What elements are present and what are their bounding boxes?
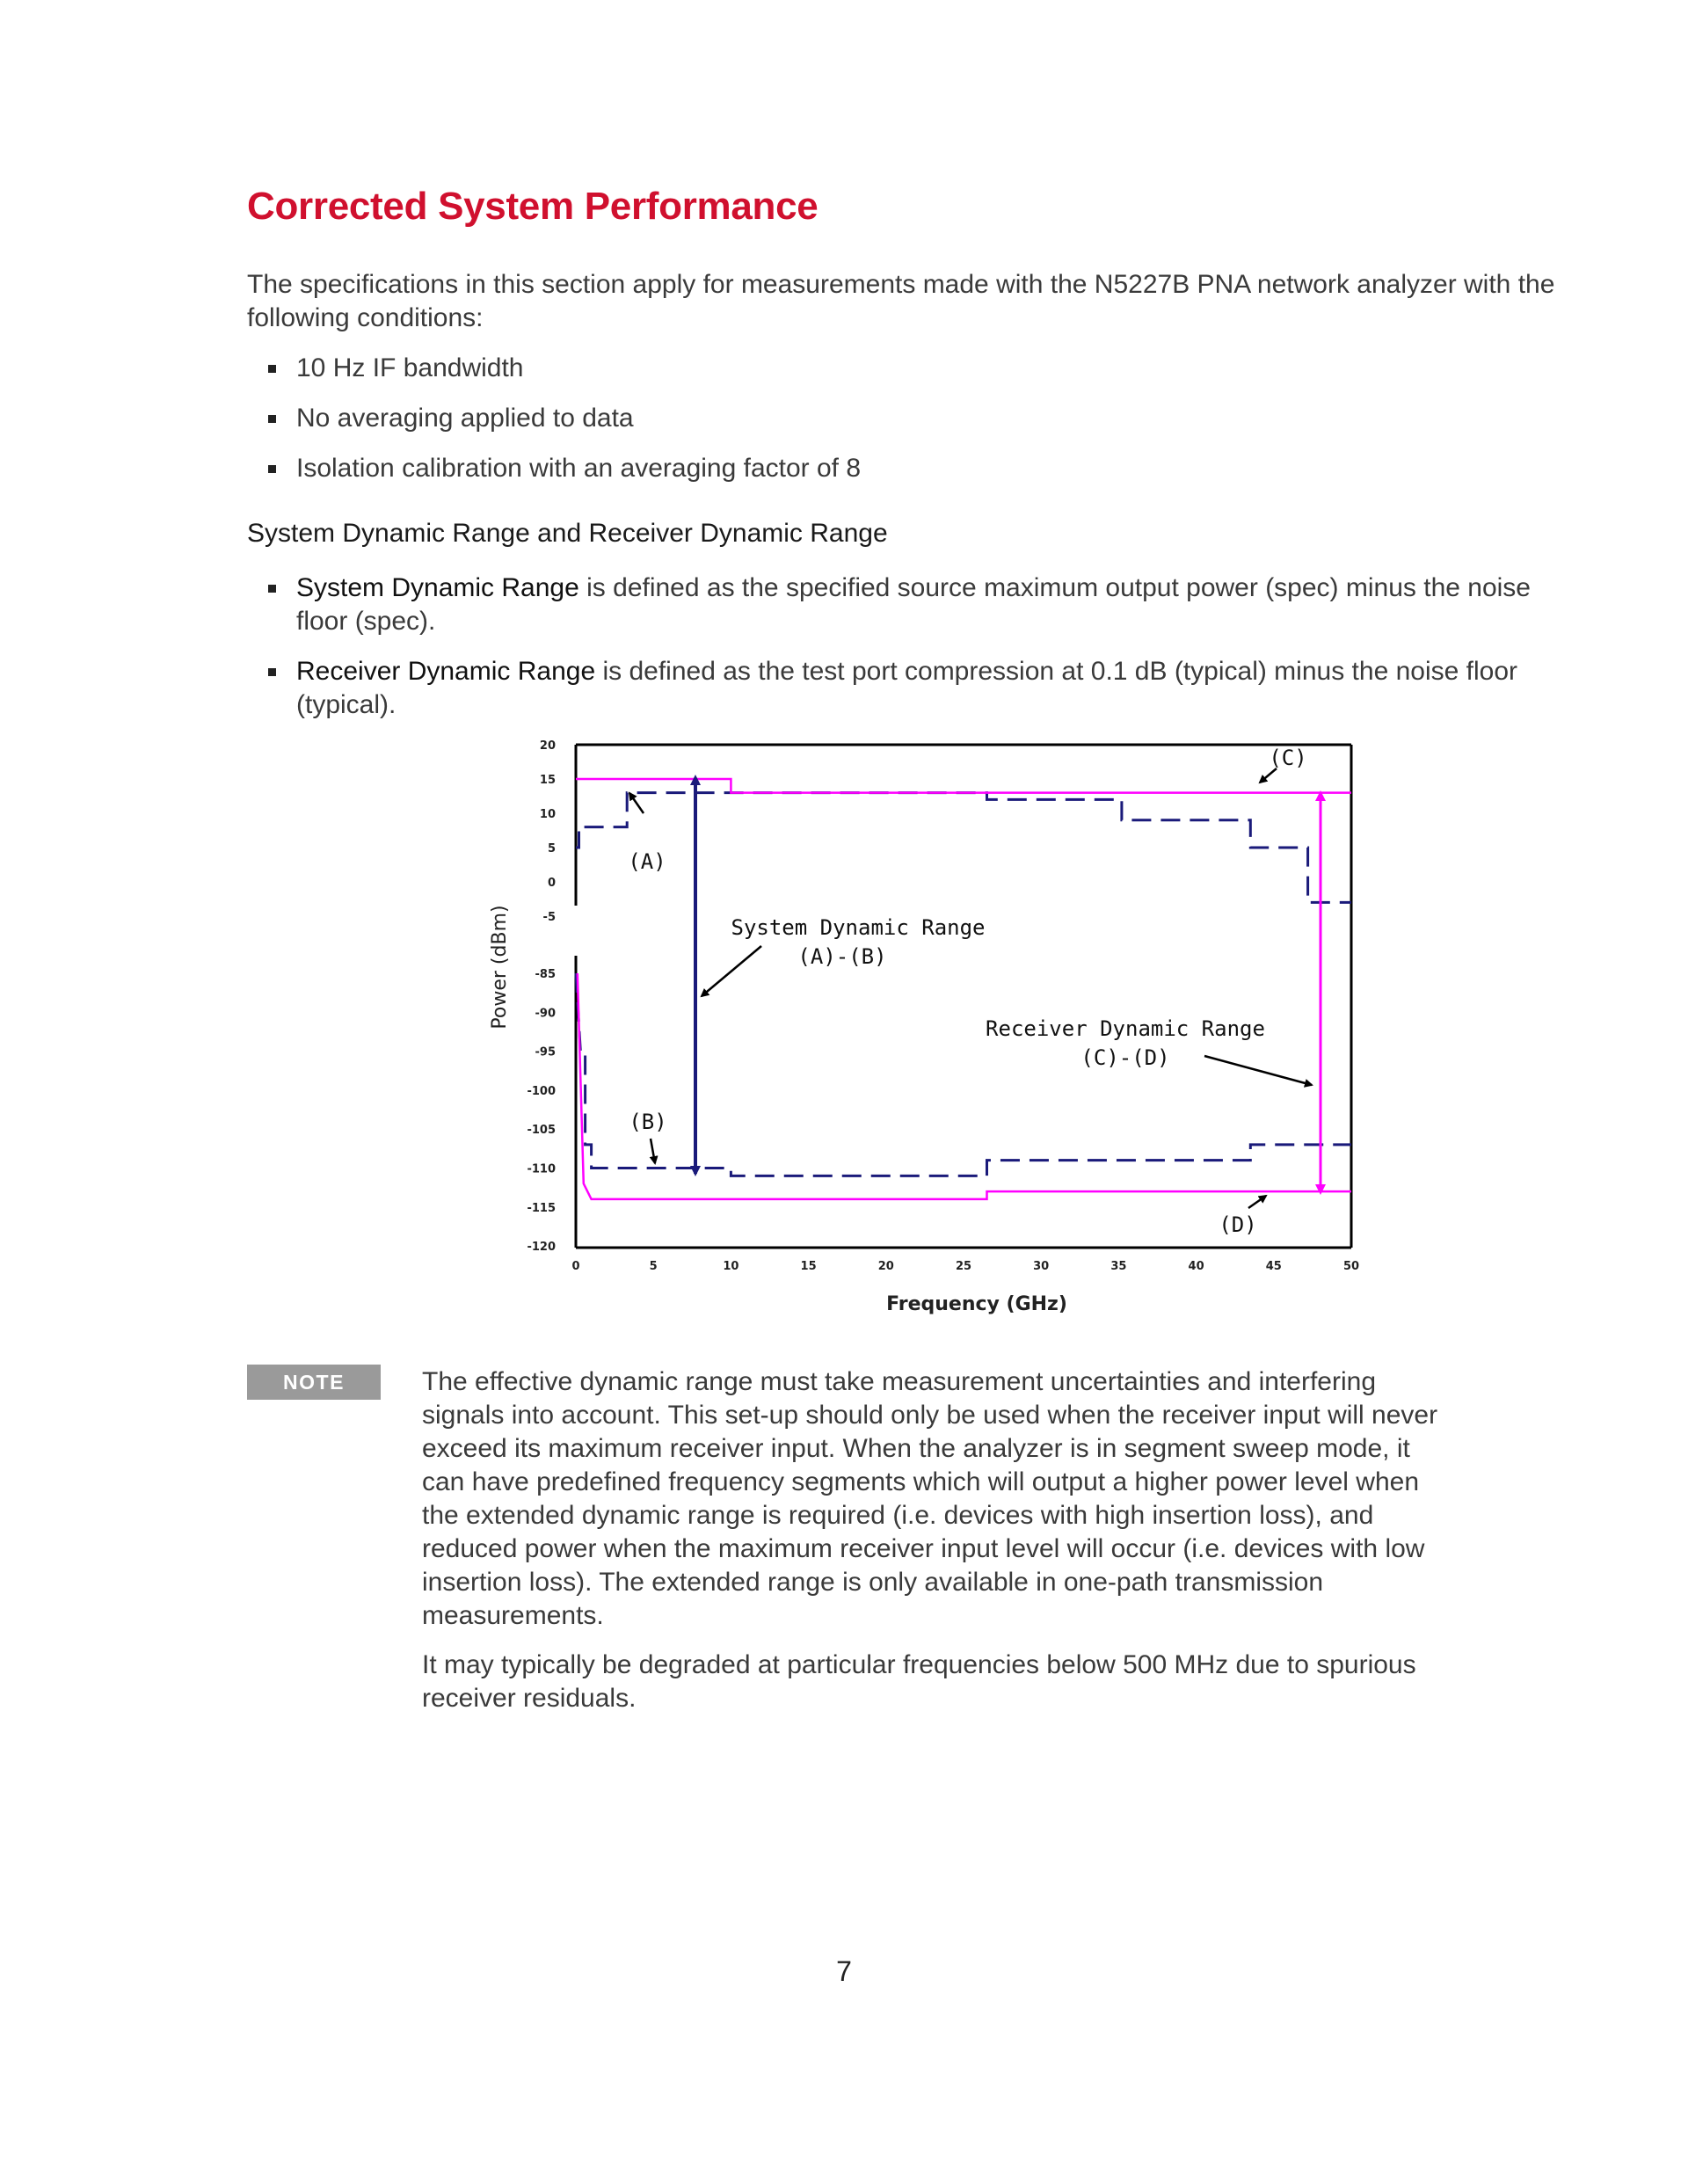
x-tick-label: 40 xyxy=(1188,1260,1204,1273)
x-tick-label: 30 xyxy=(1033,1260,1050,1273)
series-line-d xyxy=(578,973,1351,1199)
x-tick-label: 10 xyxy=(723,1260,739,1273)
condition-text: 10 Hz IF bandwidth xyxy=(296,353,524,382)
definition-term: Receiver Dynamic Range xyxy=(296,657,596,686)
system-range-formula: (A)-(B) xyxy=(797,944,887,969)
series-line-b xyxy=(576,973,1351,1176)
dynamic-range-chart xyxy=(475,730,1372,1328)
y-tick-label: -120 xyxy=(527,1241,556,1255)
annotation-d-label: (D) xyxy=(1219,1212,1257,1237)
y-tick-label: -90 xyxy=(535,1007,556,1021)
list-item xyxy=(247,352,1583,385)
bullet-square-icon xyxy=(268,668,276,676)
y-tick-label: -110 xyxy=(527,1162,556,1176)
y-tick-label: -100 xyxy=(527,1084,556,1098)
y-tick-labels xyxy=(527,739,556,1254)
page-title: Corrected System Performance xyxy=(247,185,819,228)
y-tick-label: -115 xyxy=(527,1201,556,1215)
definition-text: is defined as the specified source maximum output power (spec) minus the noise floor (spec). xyxy=(296,573,1531,636)
x-tick-label: 20 xyxy=(877,1260,894,1273)
page-number: 7 xyxy=(836,1955,852,1987)
y-tick-label: -5 xyxy=(542,911,556,924)
condition-text: Isolation calibration with an averaging factor of 8 xyxy=(296,454,862,483)
note-paragraph: The effective dynamic range must take measurement uncertainties and interfering signals into account. This set-up should only be used when the receiver input will never exceed its maximum receiver input. When the analyzer is in segment sweep mode, it can have predefined frequency segments which will output a higher power level when the extended dynamic range is required (i.e. devices with high insertion loss), and reduced power when the maximum receiver input level will occur (i.e. devices with low insertion loss). The extended range is only available in one-path transmission measurements. xyxy=(422,1367,1438,1630)
y-axis-label: Power (dBm) xyxy=(489,905,511,1030)
system-range-pointer xyxy=(702,946,761,996)
series-line-a xyxy=(576,793,1351,903)
annotation-a-pointer xyxy=(629,793,644,813)
bullet-square-icon xyxy=(268,415,276,423)
x-axis-label: Frequency (GHz) xyxy=(886,1293,1067,1315)
x-tick-labels xyxy=(571,1260,1359,1273)
annotation-a-label: (A) xyxy=(628,849,666,874)
list-item xyxy=(247,452,1583,485)
bullet-square-icon xyxy=(268,465,276,473)
x-tick-label: 50 xyxy=(1342,1260,1360,1273)
system-range-title: System Dynamic Range xyxy=(731,915,986,940)
y-tick-label: 5 xyxy=(547,842,556,855)
receiver-range-formula: (C)-(D) xyxy=(1080,1045,1170,1070)
x-tick-label: 5 xyxy=(649,1260,658,1273)
y-tick-label: -95 xyxy=(535,1045,556,1059)
note-paragraph: It may typically be degraded at particular frequencies below 500 MHz due to spurious receiver residuals. xyxy=(422,1650,1416,1713)
list-item xyxy=(247,655,1583,722)
y-tick-label: 0 xyxy=(547,877,556,890)
definition-text: is defined as the test port compression at 0.1 dB (typical) minus the noise floor (typical). xyxy=(296,657,1517,719)
y-tick-label: -85 xyxy=(535,968,556,981)
y-tick-label: 15 xyxy=(539,774,556,787)
y-tick-label: 20 xyxy=(539,739,556,753)
y-tick-label: 10 xyxy=(539,808,556,821)
series-line-c xyxy=(576,779,1351,793)
definitions-list xyxy=(247,571,1583,739)
receiver-range-pointer xyxy=(1204,1056,1312,1085)
x-tick-label: 45 xyxy=(1265,1260,1282,1273)
annotation-b-label: (B) xyxy=(629,1110,667,1134)
definition-term: System Dynamic Range xyxy=(296,573,579,602)
annotation-c-label: (C) xyxy=(1269,746,1307,770)
note-badge: NOTE xyxy=(247,1365,381,1400)
x-tick-label: 15 xyxy=(800,1260,817,1273)
receiver-range-title: Receiver Dynamic Range xyxy=(986,1016,1265,1041)
series-layer xyxy=(576,779,1351,1199)
bullet-square-icon xyxy=(268,585,276,593)
x-tick-label: 25 xyxy=(955,1260,972,1273)
annotation-b-pointer xyxy=(651,1139,655,1163)
intro-paragraph: The specifications in this section apply for measurements made with the N5227B PNA network analyzer with the following conditions: xyxy=(247,270,1555,332)
conditions-list xyxy=(247,352,1583,502)
list-item xyxy=(247,571,1583,638)
note-body xyxy=(422,1365,1451,1731)
x-tick-label: 35 xyxy=(1110,1260,1127,1273)
bullet-square-icon xyxy=(268,365,276,373)
annotation-d-pointer xyxy=(1248,1196,1266,1208)
list-item xyxy=(247,402,1583,435)
y-tick-label: -105 xyxy=(527,1124,556,1138)
x-tick-label: 0 xyxy=(571,1260,580,1273)
condition-text: No averaging applied to data xyxy=(296,404,634,433)
annotation-c-pointer xyxy=(1260,768,1277,783)
section-subheading: System Dynamic Range and Receiver Dynamic Range xyxy=(247,519,888,548)
